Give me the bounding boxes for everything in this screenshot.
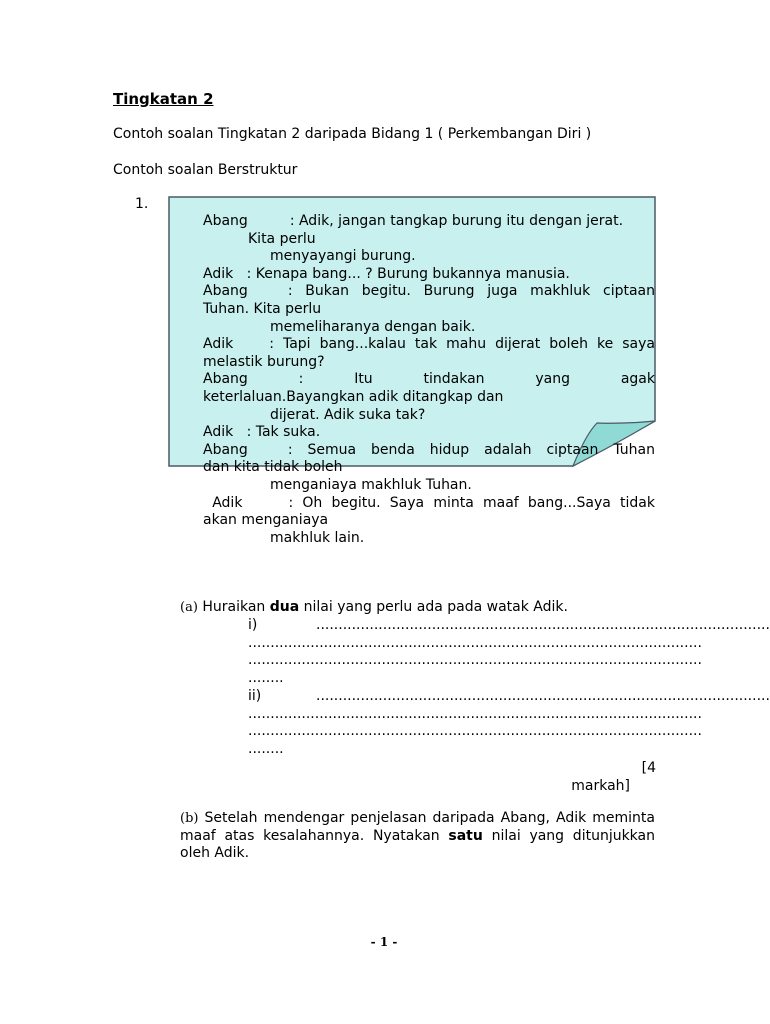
question-number: 1. xyxy=(135,196,149,212)
question-a-text-before: Huraikan xyxy=(202,599,270,615)
speaker-label: Abang xyxy=(203,283,248,300)
question-a-text-after: nilai yang perlu ada pada watak Adik. xyxy=(299,599,568,615)
dialogue-line: menyayangi burung. xyxy=(270,248,416,265)
question-a-emphasis: dua xyxy=(269,599,300,615)
dialogue xyxy=(203,213,655,547)
dialogue-line: melastik burung? xyxy=(203,353,325,370)
dialogue-line: Abang : Semua benda hidup adalah ciptaan Tuhan xyxy=(203,441,655,458)
dialogue-line: keterlaluan.Bayangkan adik ditangkap dan xyxy=(203,388,504,405)
marks-allocation xyxy=(560,760,656,795)
answer-ii-label: ii) xyxy=(248,688,262,704)
dialogue-line: memeliharanya dengan baik. xyxy=(270,318,476,335)
page-number: - 1 - xyxy=(370,935,398,949)
marks-line: markah] xyxy=(571,777,630,794)
dialogue-line: Tuhan. Kita perlu xyxy=(203,300,322,317)
answer-ii[interactable] xyxy=(248,688,770,758)
answer-line: ........ xyxy=(248,669,284,686)
question-b-text-before: Setelah mendengar penjelasan daripada Abang, Adik meminta maaf atas kesalahannya. Nyatakan xyxy=(180,810,655,844)
page-heading: Tingkatan 2 xyxy=(113,90,214,108)
answer-line: ...................................................................................................... xyxy=(248,723,702,740)
dialogue-line: Adik : Kenapa bang... ? Burung bukannya manusia. xyxy=(203,265,570,282)
marks-line: [4 xyxy=(641,760,656,776)
answer-line: ...................................................................................................... xyxy=(248,652,702,669)
speaker-label: Abang xyxy=(203,371,248,388)
answer-line: ...................................................................................................... xyxy=(248,705,702,722)
dialogue-line: dijerat. Adik suka tak? xyxy=(270,406,426,423)
answer-i[interactable] xyxy=(248,617,770,687)
dialogue-line: Abang : Adik, jangan tangkap burung itu dengan jerat. xyxy=(203,213,624,229)
dialogue-line: Kita perlu xyxy=(248,230,316,247)
speaker-label: Abang xyxy=(203,213,248,229)
intro-subline: Contoh soalan Berstruktur xyxy=(113,162,298,178)
speaker-label: Abang xyxy=(203,441,248,458)
dialogue-line: Adik : Tak suka. xyxy=(203,424,321,441)
intro-line: Contoh soalan Tingkatan 2 daripada Bidang 1 ( Perkembangan Diri ) xyxy=(113,126,592,142)
dialogue-line: akan menganiaya xyxy=(203,512,329,529)
question-b xyxy=(180,810,655,863)
question-b-label: (b) xyxy=(180,811,199,826)
answer-i-label: i) xyxy=(248,617,258,633)
question-b-emphasis: satu xyxy=(448,827,483,844)
question-a xyxy=(180,599,655,617)
dialogue-line: Abang : Bukan begitu. Burung juga makhluk ciptaan xyxy=(203,283,655,300)
dialogue-line: makhluk lain. xyxy=(270,529,365,546)
answer-line: ...................................................................................................... xyxy=(316,688,770,704)
question-a-label: (a) xyxy=(180,600,198,615)
dialogue-line: menganiaya makhluk Tuhan. xyxy=(270,476,472,493)
answer-line: ...................................................................................................... xyxy=(248,634,702,651)
dialogue-line: Abang : Itu tindakan yang agak xyxy=(203,371,655,388)
dialogue-line: Adik : Oh begitu. Saya minta maaf bang...Saya tidak xyxy=(203,494,655,511)
answer-line: ........ xyxy=(248,740,284,757)
question-b-text-after: nilai yang ditunjukkan oleh Adik. xyxy=(180,827,656,862)
answer-line: ...................................................................................................... xyxy=(316,617,770,633)
dialogue-line: dan kita tidak boleh xyxy=(203,459,343,476)
dialogue-line: Adik : Tapi bang...kalau tak mahu dijerat boleh ke saya xyxy=(203,336,655,353)
